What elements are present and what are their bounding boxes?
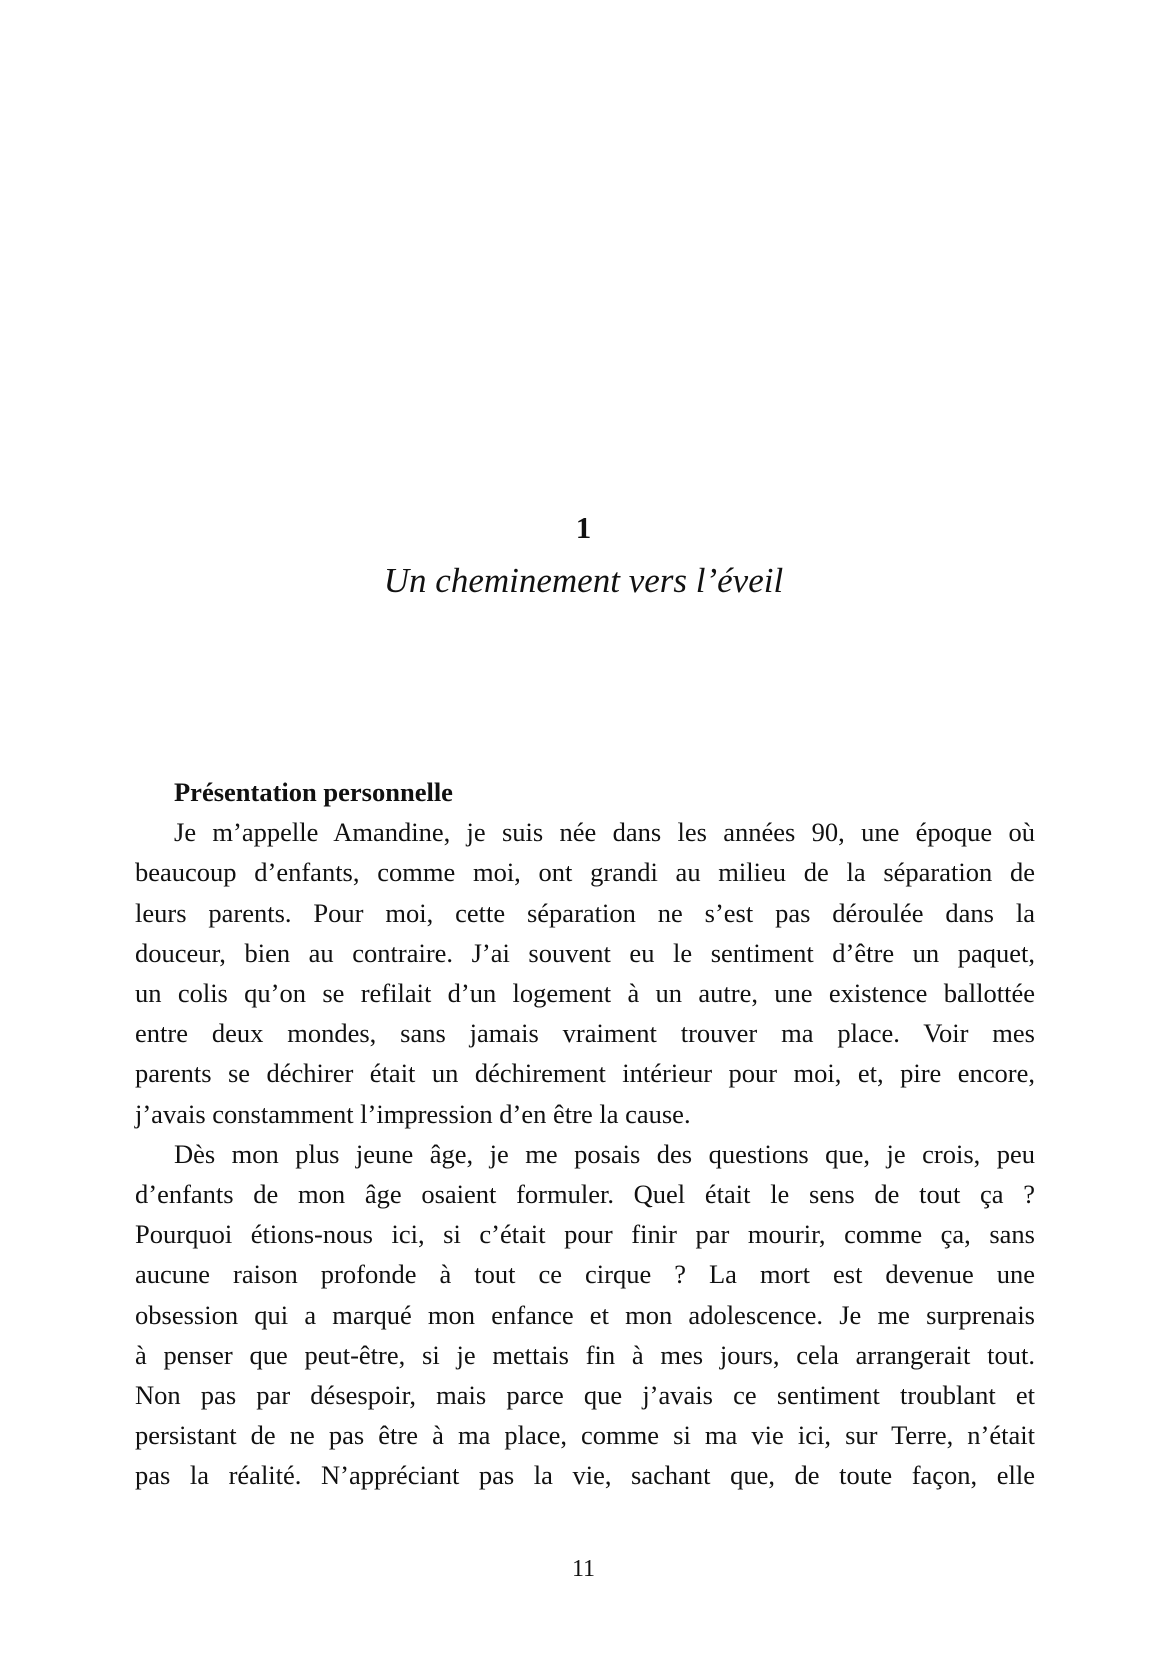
text-line: douceur, bien au contraire. J’ai souvent eu le sentiment d’être un paquet, — [135, 937, 1035, 968]
section-heading: Présentation personnelle — [174, 777, 453, 807]
text-line: Je m’appelle Amandine, je suis née dans les années 90, une époque où — [174, 817, 1035, 848]
text-line: beaucoup d’enfants, comme moi, ont grandi au milieu de la séparation de — [135, 857, 1035, 888]
text-line: Non pas par désespoir, mais parce que j’avais ce sentiment troublant et — [135, 1380, 1035, 1411]
text-line: leurs parents. Pour moi, cette séparation ne s’est pas déroulée dans la — [135, 897, 1035, 928]
text-line: parents se déchirer était un déchirement intérieur pour moi, et, pire encore, — [135, 1058, 1035, 1089]
text-line: d’enfants de mon âge osaient formuler. Quel était le sens de tout ça ? — [135, 1179, 1035, 1210]
page-number: 11 — [571, 1556, 596, 1582]
chapter-title: Un cheminement vers l’éveil — [383, 561, 784, 600]
text-line: j’avais constamment l’impression d’en être la cause. — [135, 1098, 691, 1129]
text-line: un colis qu’on se refilait d’un logement à un autre, une existence ballottée — [135, 978, 1035, 1009]
text-line: aucune raison profonde à tout ce cirque ? La mort est devenue une — [135, 1259, 1035, 1290]
body-text — [135, 772, 1035, 1496]
text-line: entre deux mondes, sans jamais vraiment trouver ma place. Voir mes — [135, 1018, 1035, 1049]
text-line: Pourquoi étions-nous ici, si c’était pour finir par mourir, comme ça, sans — [135, 1219, 1035, 1250]
paragraph-2 — [135, 1134, 1035, 1496]
text-line: obsession qui a marqué mon enfance et mon adolescence. Je me surprenais — [135, 1299, 1035, 1330]
chapter-number: 1 — [575, 510, 592, 545]
text-line: persistant de ne pas être à ma place, comme si ma vie ici, sur Terre, n’était — [135, 1420, 1035, 1451]
text-line: Dès mon plus jeune âge, je me posais des questions que, je crois, peu — [174, 1138, 1035, 1169]
paragraph-1 — [135, 812, 1035, 1134]
text-line: à penser que peut-être, si je mettais fin à mes jours, cela arrangerait tout. — [135, 1339, 1035, 1370]
text-line: pas la réalité. N’appréciant pas la vie, sachant que, de toute façon, elle — [135, 1460, 1035, 1491]
